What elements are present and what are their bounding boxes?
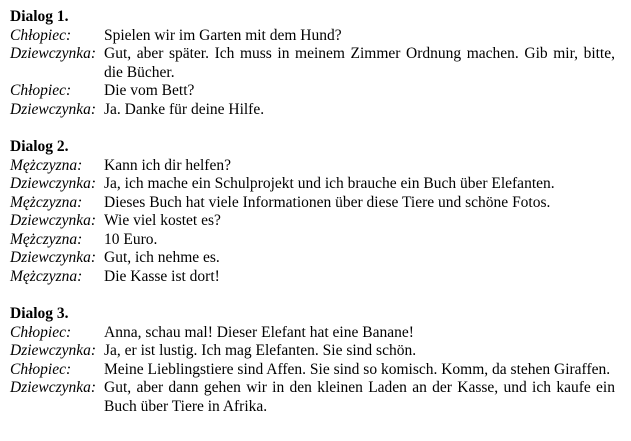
dialog-3 <box>10 305 615 416</box>
speaker-label: Dziewczynka: <box>10 212 97 229</box>
dialog-line <box>10 342 615 361</box>
dialog-line <box>10 157 615 176</box>
speaker-label: Mężczyzna: <box>10 193 83 211</box>
dialog-line <box>10 27 615 46</box>
dialog-line <box>10 82 615 101</box>
utterance-text: Meine Lieblingstiere sind Affen. Sie sind so komisch. Komm, da stehen Giraffen. <box>104 360 611 378</box>
dialog-2 <box>10 138 615 286</box>
utterance-text: 10 Euro. <box>104 230 158 248</box>
utterance-text: Die Kasse ist dort! <box>104 267 220 285</box>
dialog-line <box>10 379 615 416</box>
speaker-label: Dziewczynka: <box>10 45 97 62</box>
utterance-text: Die vom Bett? <box>104 82 195 99</box>
speaker-label: Mężczyzna: <box>10 156 83 174</box>
dialog-title: Dialog 3. <box>10 305 69 322</box>
speaker-label: Mężczyzna: <box>10 230 83 248</box>
dialog-line <box>10 175 615 194</box>
dialog-line <box>10 194 615 213</box>
dialog-line <box>10 101 615 120</box>
dialog-line <box>10 324 615 343</box>
utterance-text: Gut, aber später. Ich muss in meinem Zimmer Ordnung machen. Gib mir, bitte, die Bücher. <box>104 45 615 81</box>
utterance-text: Wie viel kostet es? <box>104 212 221 229</box>
speaker-label: Mężczyzna: <box>10 267 83 285</box>
dialog-title: Dialog 2. <box>10 138 69 155</box>
utterance-text: Anna, schau mal! Dieser Elefant hat eine Banane! <box>104 323 414 341</box>
speaker-label: Chłopiec: <box>10 323 72 341</box>
speaker-label: Dziewczynka: <box>10 342 97 359</box>
dialog-line <box>10 45 615 82</box>
dialog-line <box>10 212 615 231</box>
dialog-line <box>10 231 615 250</box>
speaker-label: Chłopiec: <box>10 82 72 99</box>
utterance-text: Ja, er ist lustig. Ich mag Elefanten. Sie sind schön. <box>104 342 417 359</box>
utterance-text: Ja, ich mache ein Schulprojekt und ich brauche ein Buch über Elefanten. <box>104 175 555 192</box>
dialog-line <box>10 268 615 287</box>
dialog-title: Dialog 1. <box>10 8 69 25</box>
dialog-line <box>10 361 615 380</box>
utterance-text: Ja. Danke für deine Hilfe. <box>104 100 265 118</box>
speaker-label: Dziewczynka: <box>10 249 97 266</box>
speaker-label: Dziewczynka: <box>10 175 97 192</box>
dialog-line <box>10 249 615 268</box>
utterance-text: Gut, aber dann gehen wir in den kleinen Laden an der Kasse, und ich kaufe ein Buch über Tiere in Afrika. <box>104 379 615 415</box>
speaker-label: Dziewczynka: <box>10 379 97 396</box>
dialog-1 <box>10 8 615 119</box>
utterance-text: Dieses Buch hat viele Informationen über diese Tiere und schöne Fotos. <box>104 193 551 211</box>
speaker-label: Chłopiec: <box>10 26 72 44</box>
speaker-label: Dziewczynka: <box>10 100 97 118</box>
utterance-text: Gut, ich nehme es. <box>104 249 220 266</box>
utterance-text: Kann ich dir helfen? <box>104 156 231 174</box>
speaker-label: Chłopiec: <box>10 360 72 378</box>
utterance-text: Spielen wir im Garten mit dem Hund? <box>104 26 342 44</box>
